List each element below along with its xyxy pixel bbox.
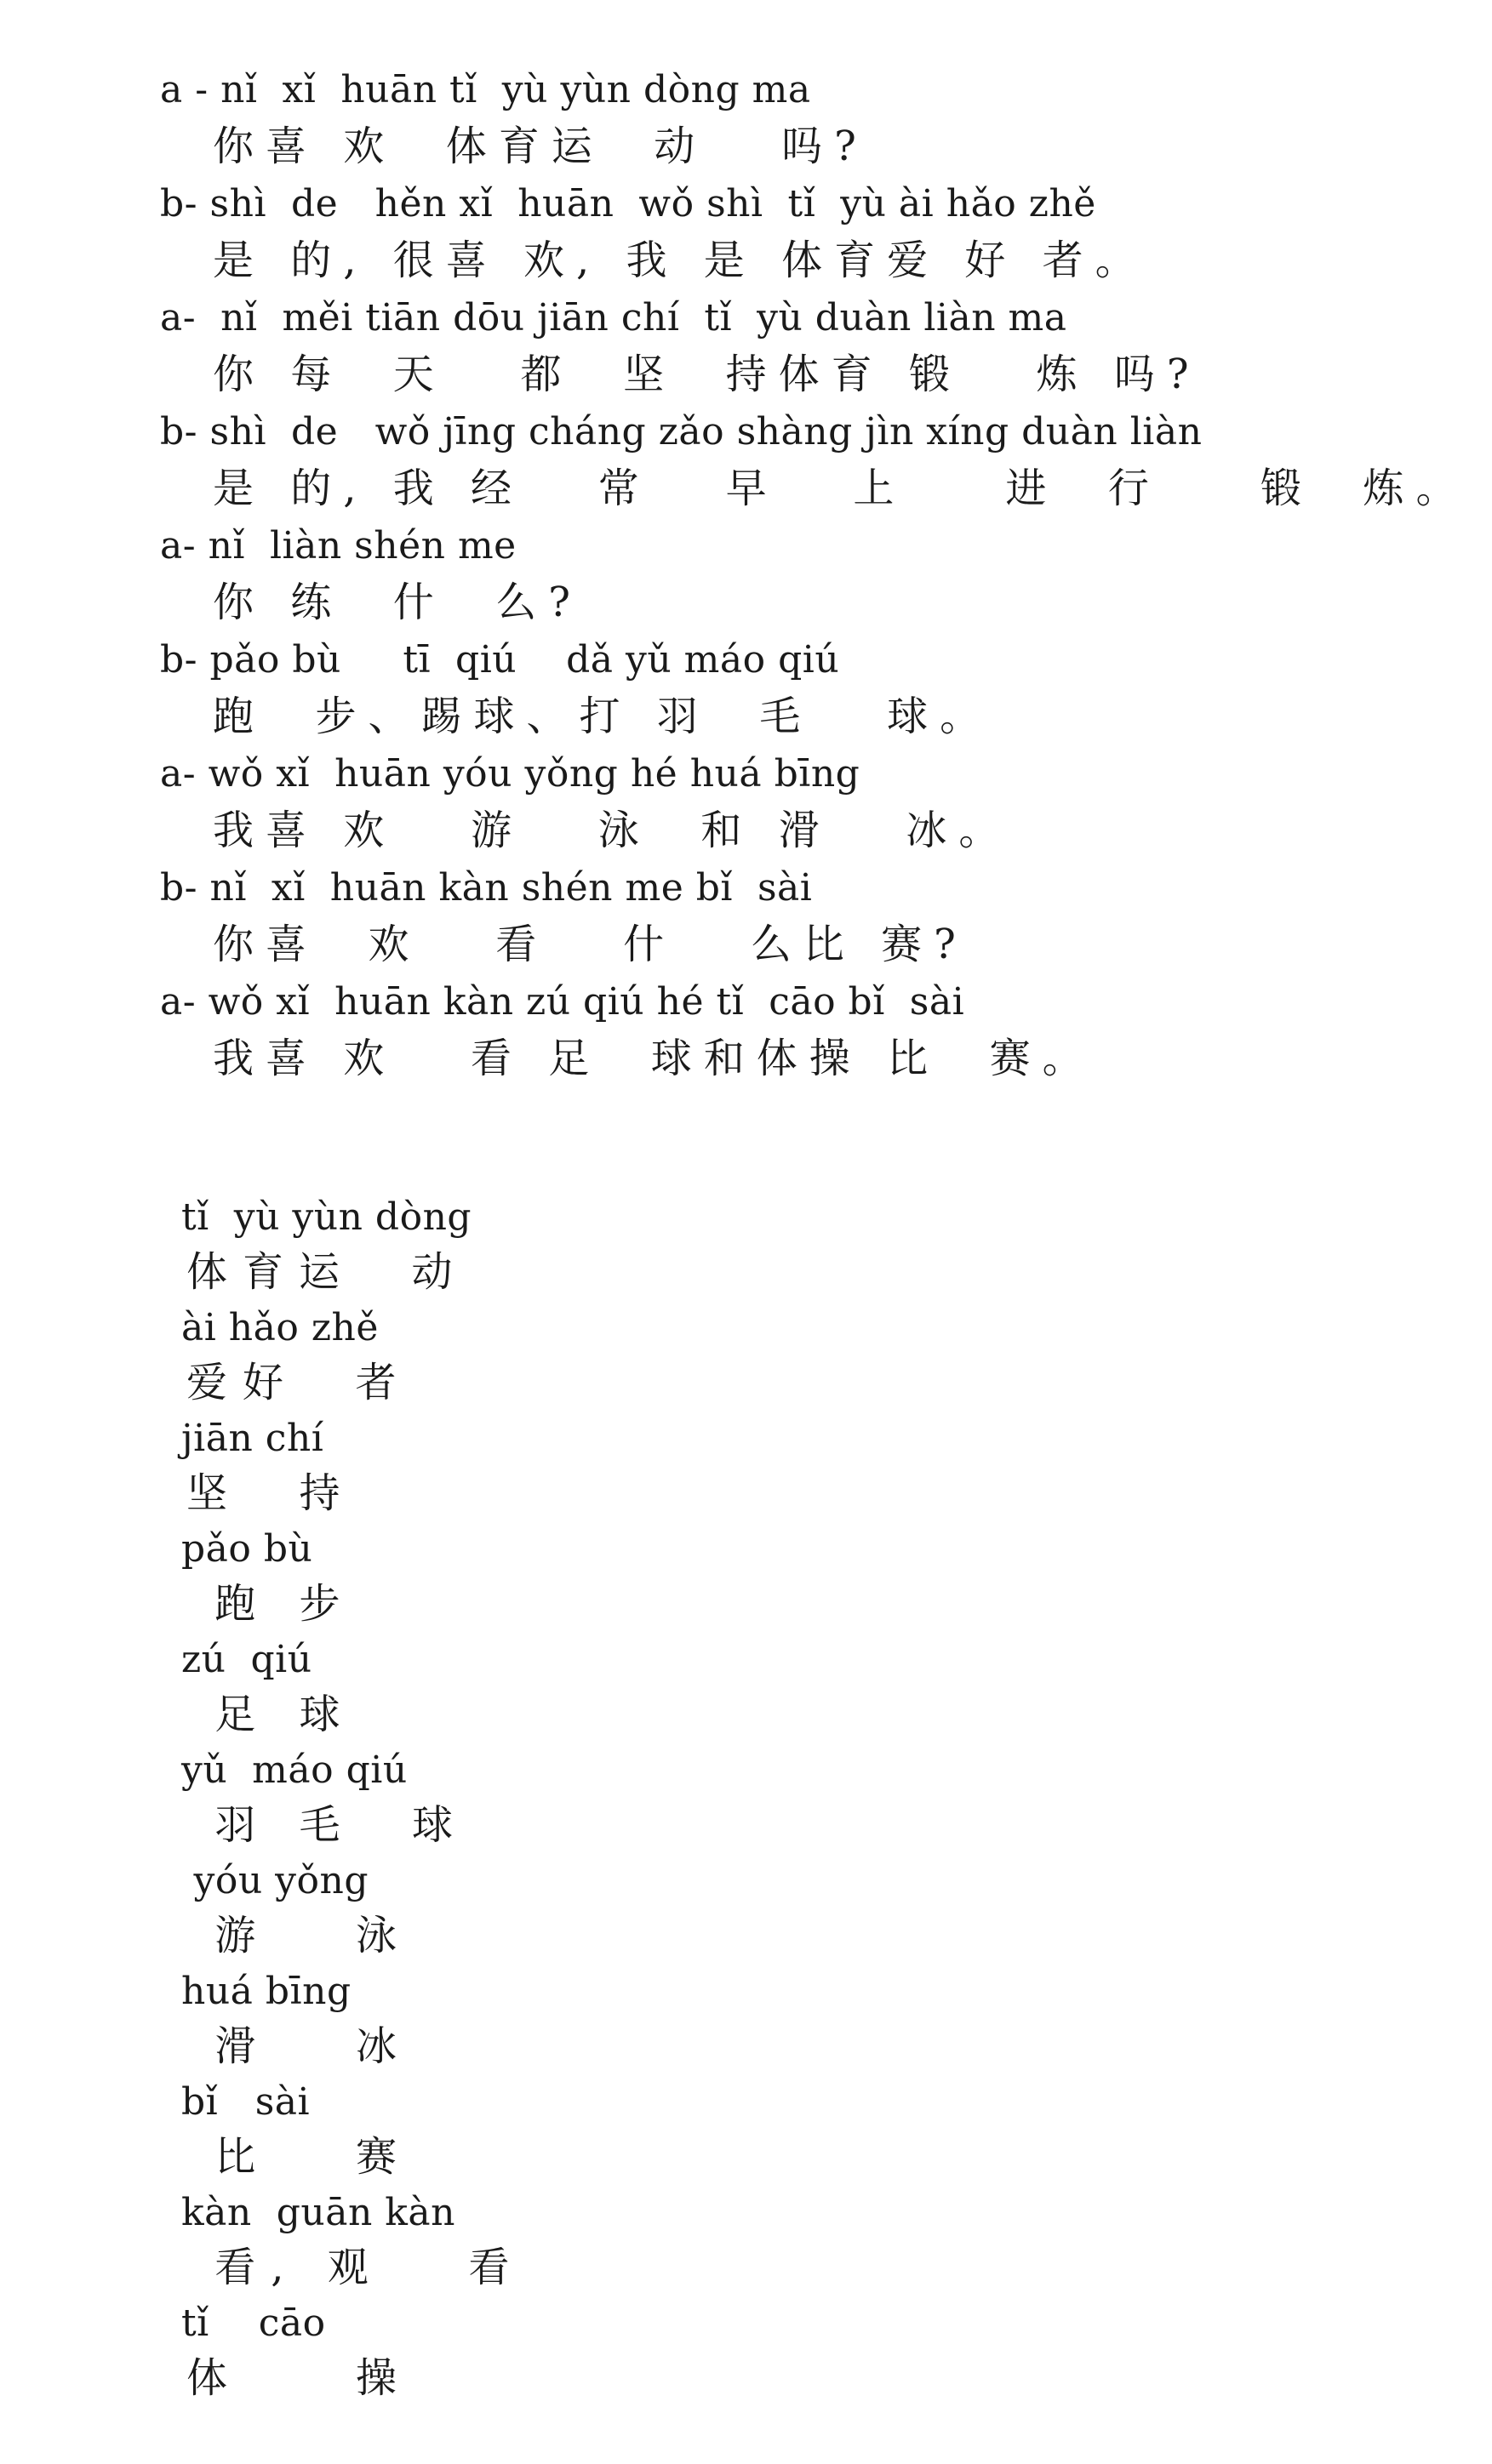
vocabulary-section	[181, 1189, 862, 2406]
dialogue-pinyin-line: a- nǐ liàn shén me	[160, 524, 517, 568]
dialogue-hanzi-line: 跑 步、踢球、打 羽 毛 球。	[213, 693, 993, 740]
dialogue-hanzi-line: 我喜 欢 游 泳 和 滑 冰。	[213, 807, 1012, 854]
vocab-pinyin: kàn guān kàn	[181, 2191, 455, 2234]
dialogue-pinyin-line: b- shì de hěn xǐ huān wǒ shì tǐ yù ài hǎo zhě	[160, 182, 1096, 225]
vocab-pinyin: yǔ máo qiú	[181, 1748, 408, 1792]
vocab-pinyin: pǎo bù	[181, 1527, 313, 1571]
dialogue-pinyin-line: a - nǐ xǐ huān tǐ yù yùn dòng ma	[160, 68, 811, 111]
vocab-pinyin: jiān chí	[181, 1417, 324, 1460]
dialogue-pinyin-line: b- pǎo bù tī qiú dǎ yǔ máo qiú	[160, 638, 840, 682]
vocab-hanzi: 跑 步	[186, 1580, 356, 1628]
vocab-pinyin: tǐ cāo	[181, 2301, 326, 2345]
vocab-pinyin: yóu yǒng	[181, 1859, 369, 1902]
vocab-hanzi: 比 赛	[186, 2133, 413, 2181]
vocab-hanzi: 足 球	[186, 1691, 356, 1738]
vocab-hanzi: 坚 持	[186, 1469, 356, 1517]
dialogue-hanzi-line: 是 的, 很喜 欢, 我 是 体育爱 好 者。	[213, 237, 1148, 284]
dialogue-hanzi-line: 是 的, 我 经 常 早 上 进 行 锻 炼。	[213, 465, 1469, 512]
dialogue-pinyin-line: b- shì de wǒ jīng cháng zǎo shàng jìn xíng duàn liàn	[160, 410, 1203, 453]
dialogue-pinyin-line: a- wǒ xǐ huān yóu yǒng hé huá bīng	[160, 752, 860, 796]
vocab-pinyin: huá bīng	[181, 1970, 352, 2013]
dialogue-pinyin-line: a- wǒ xǐ huān kàn zú qiú hé tǐ cāo bǐ sài	[160, 980, 965, 1024]
vocab-hanzi: 滑 冰	[186, 2022, 413, 2070]
vocab-hanzi: 爱好 者	[186, 1359, 412, 1406]
dialogue-hanzi-line: 你喜 欢 体育运 动 吗?	[213, 123, 868, 170]
vocab-hanzi: 羽 毛 球	[186, 1801, 469, 1849]
vocab-pinyin: ài hǎo zhě	[181, 1306, 379, 1349]
vocab-pinyin: zú qiú	[181, 1638, 312, 1681]
dialogue-hanzi-line: 你 练 什 么?	[213, 579, 583, 626]
dialogue-hanzi-line: 你喜 欢 看 什 么比 赛?	[213, 921, 968, 968]
dialogue-hanzi-line: 你 每 天 都 坚 持体育 锻 炼 吗?	[213, 351, 1201, 398]
vocab-hanzi: 体 操	[186, 2354, 413, 2402]
vocab-pinyin: bǐ sài	[181, 2080, 311, 2124]
dialogue-pinyin-line: a- nǐ měi tiān dōu jiān chí tǐ yù duàn liàn ma	[160, 296, 1067, 339]
vocab-pinyin: tǐ yù yùn dòng	[181, 1195, 472, 1239]
dialogue-pinyin-line: b- nǐ xǐ huān kàn shén me bǐ sài	[160, 866, 813, 910]
vocab-hanzi: 体育运 动	[186, 1248, 468, 1296]
dialogue-section	[160, 61, 1469, 1087]
dialogue-hanzi-line: 我喜 欢 看 足 球和体操 比 赛。	[213, 1035, 1095, 1082]
vocab-hanzi: 看, 观 看	[186, 2244, 525, 2291]
vocab-hanzi: 游 泳	[186, 1912, 413, 1959]
